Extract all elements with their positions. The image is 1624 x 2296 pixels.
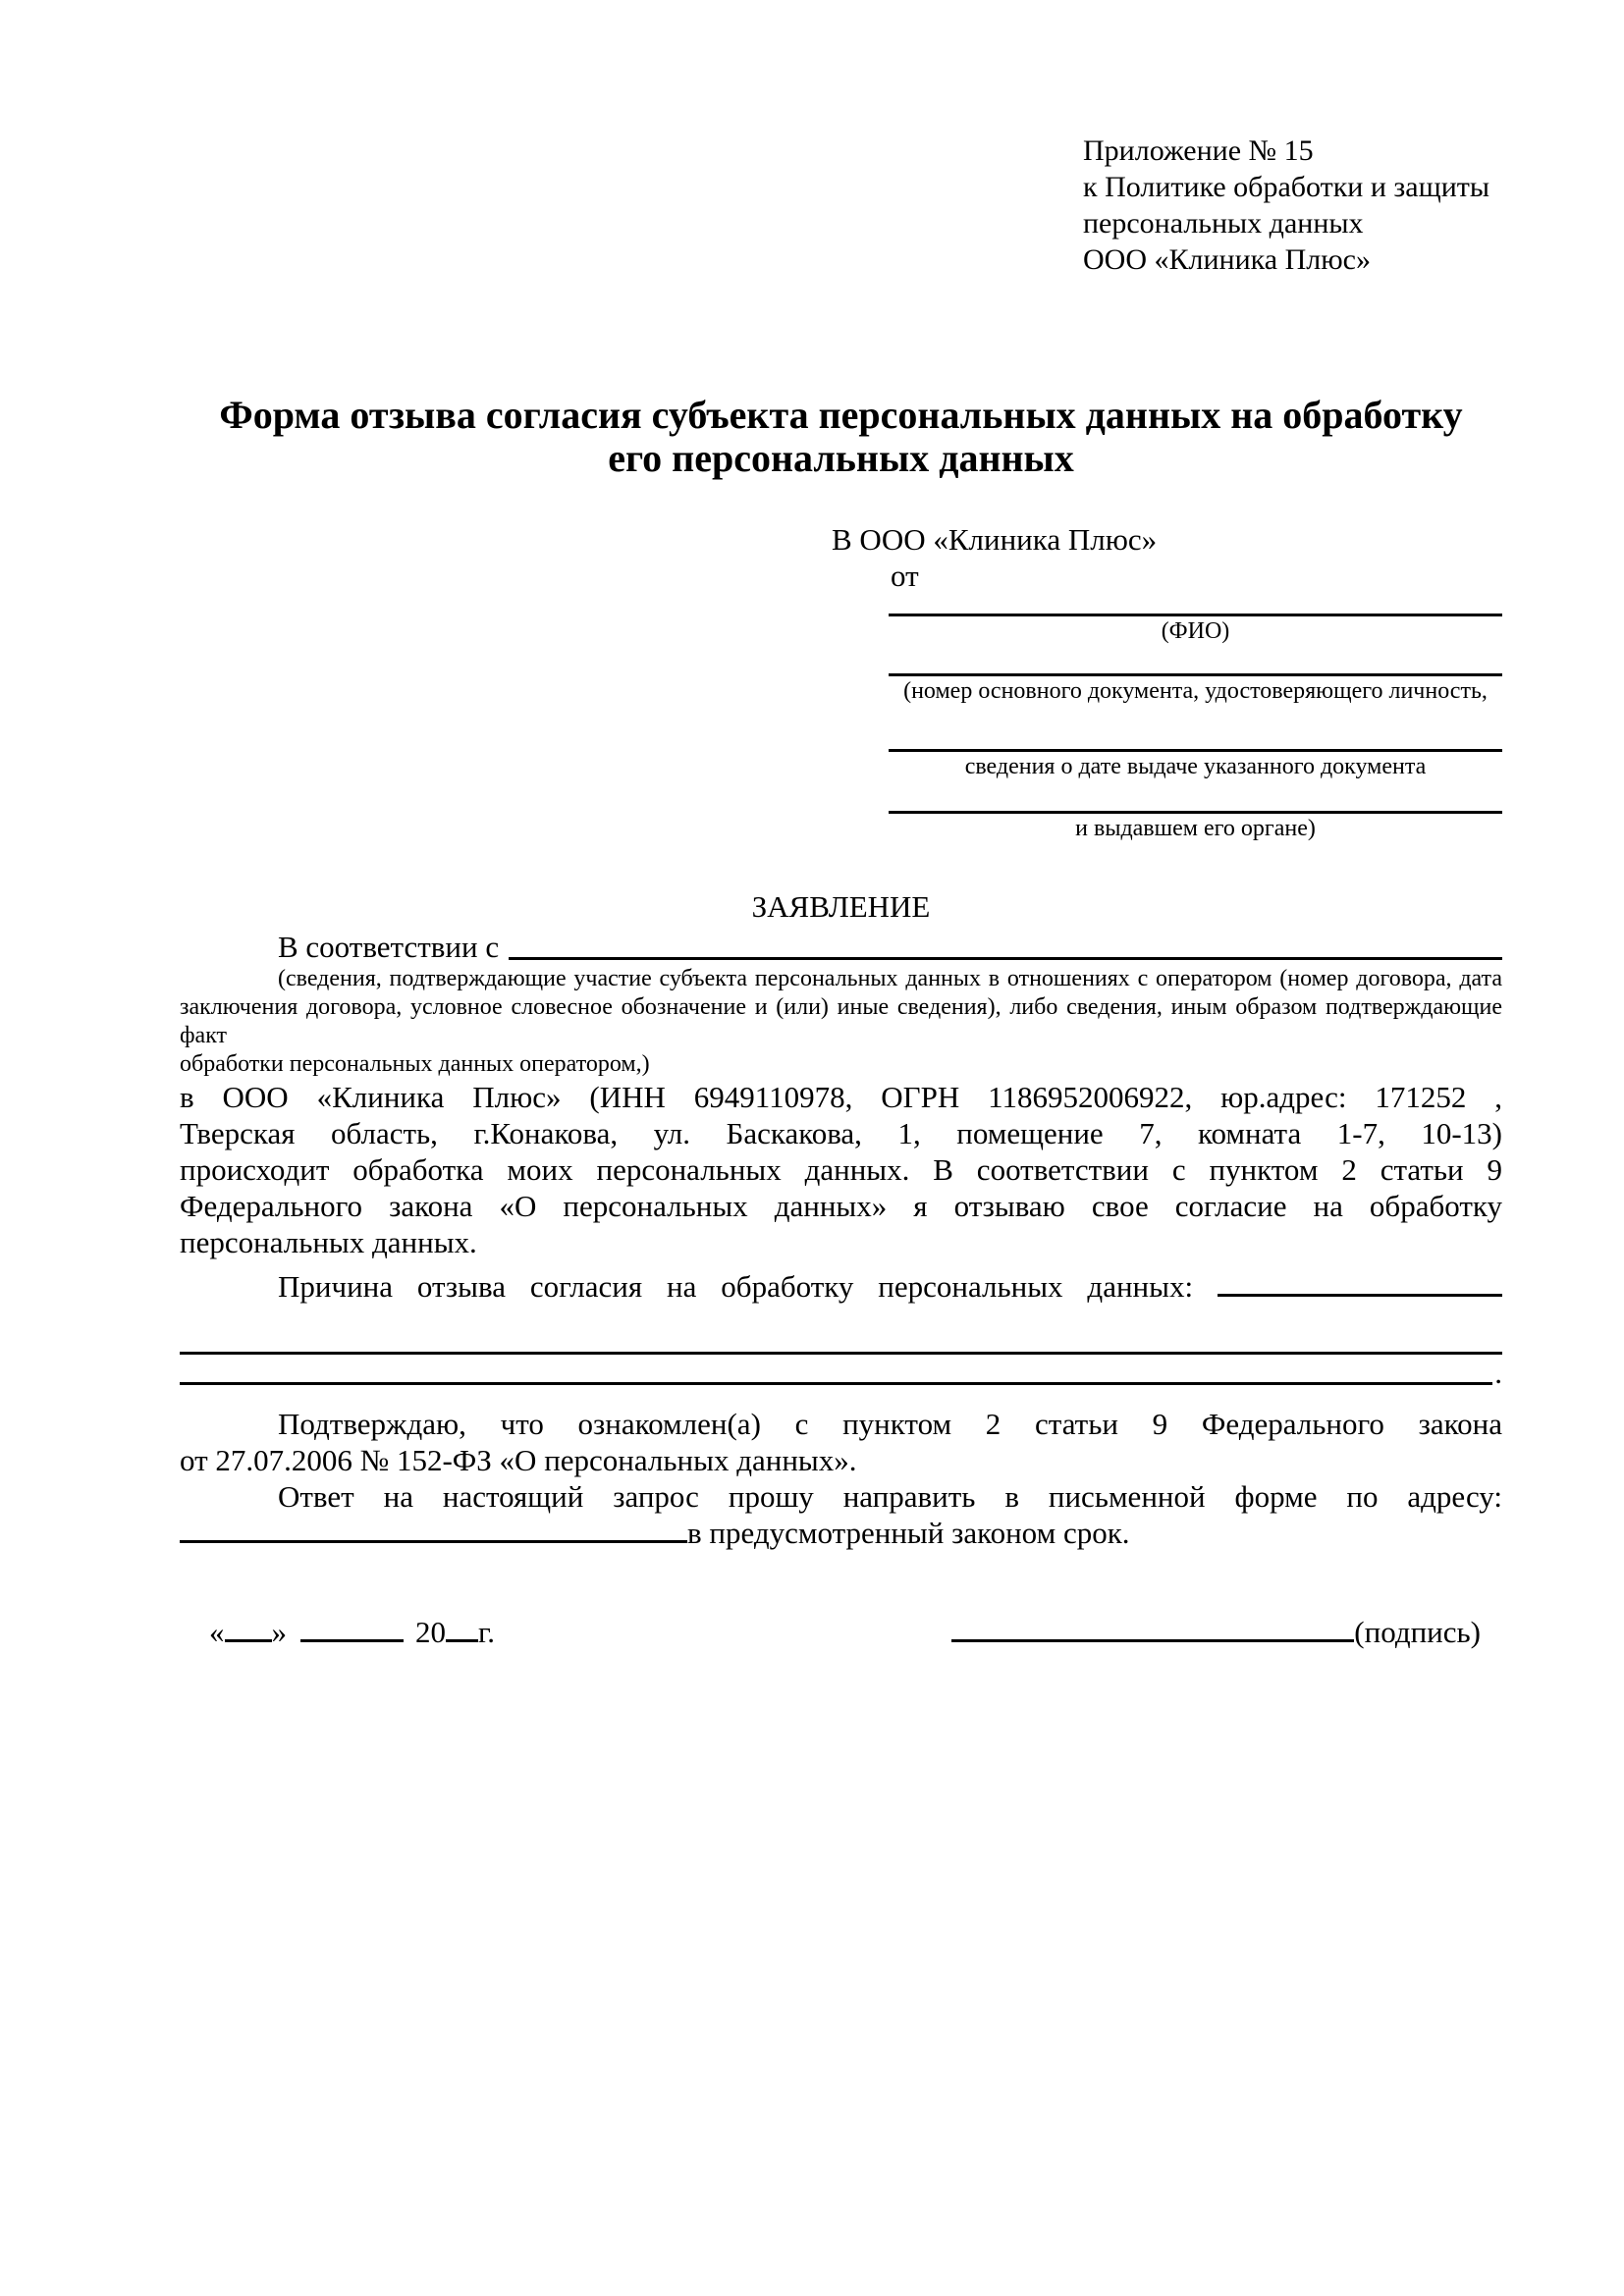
footnote-paragraph <box>180 965 1502 1079</box>
document-title <box>180 394 1502 480</box>
issuing-authority-caption: и выдавшем его органе) <box>1075 816 1316 841</box>
year-suffix: г. <box>478 1615 495 1649</box>
fio-field <box>889 614 1502 646</box>
appendix-line: персональных данных <box>1083 207 1364 240</box>
date-quote-close: » <box>271 1615 287 1649</box>
signature-caption: (подпись) <box>1354 1615 1481 1649</box>
intro-blank-line <box>509 929 1502 960</box>
title-line: Форма отзыва согласия субъекта персональных данных на обработку <box>219 393 1463 437</box>
addressee-fields <box>889 614 1502 843</box>
appendix-line: к Политике обработки и защиты <box>1083 171 1490 203</box>
issue-date-field <box>889 749 1502 781</box>
reason-terminator: . <box>1494 1356 1502 1390</box>
day-blank-line <box>225 1638 272 1642</box>
addressee-block <box>180 521 1502 843</box>
statement-body <box>180 1079 1502 1260</box>
intro-prefix: В соответствии с <box>278 930 500 964</box>
body-line: Федерального закона «О персональных данных» я отзываю свое согласие на обработку <box>180 1189 1502 1223</box>
footnote-line: обработки персональных данных оператором,) <box>180 1051 650 1077</box>
signature-row <box>180 1614 1502 1650</box>
reason-continuation-line-2 <box>180 1355 1502 1391</box>
reason-blank-line <box>1218 1293 1502 1297</box>
year-blank-line <box>446 1638 478 1642</box>
confirm-paragraph <box>180 1406 1502 1478</box>
issue-date-caption: сведения о дате выдаче указанного документа <box>964 754 1427 779</box>
statement-heading: ЗАЯВЛЕНИЕ <box>751 889 931 924</box>
reply-line: Ответ на настоящий запрос прошу направить в письменной форме по адресу: <box>278 1479 1502 1514</box>
title-line: его персональных данных <box>608 436 1074 480</box>
issuing-authority-field <box>889 811 1502 843</box>
confirm-line: Подтверждаю, что ознакомлен(а) с пунктом 2 статьи 9 Федерального закона <box>278 1407 1502 1441</box>
appendix-line: ООО «Клиника Плюс» <box>1083 243 1371 276</box>
addressee-to: В ООО «Клиника Плюс» <box>832 522 1158 557</box>
date-quote-open: « <box>209 1615 225 1649</box>
reason-blank-line-2 <box>180 1355 1492 1385</box>
body-line: происходит обработка моих персональных данных. В соответствии с пунктом 2 статьи 9 <box>180 1152 1502 1187</box>
intro-row <box>180 929 1502 965</box>
addressee-from-label: от <box>891 559 919 593</box>
month-blank-line <box>300 1638 404 1642</box>
reply-suffix: в предусмотренный законом срок. <box>687 1516 1130 1550</box>
date-group <box>209 1614 495 1650</box>
reply-address-row <box>180 1515 1502 1551</box>
fio-caption: (ФИО) <box>1161 618 1230 644</box>
signature-group <box>951 1614 1481 1650</box>
confirm-line: от 27.07.2006 № 152-ФЗ «О персональных данных». <box>180 1443 857 1477</box>
body-line: Тверская область, г.Конакова, ул. Баскакова, 1, помещение 7, комната 1-7, 10-13) <box>180 1116 1502 1150</box>
body-line: в ООО «Клиника Плюс» (ИНН 6949110978, ОГРН 1186952006922, юр.адрес: 171252 , <box>180 1080 1502 1114</box>
appendix-block <box>1083 133 1502 278</box>
reason-row <box>180 1268 1502 1305</box>
signature-blank-line <box>951 1638 1354 1642</box>
id-doc-caption: (номер основного документа, удостоверяющего личность, <box>903 678 1488 704</box>
reason-label: Причина отзыва согласия на обработку персональных данных: <box>278 1269 1194 1304</box>
body-line: персональных данных. <box>180 1225 477 1259</box>
id-doc-field <box>889 673 1502 706</box>
year-text: 20 <box>415 1615 446 1649</box>
footnote-line: заключения договора, условное словесное обозначение и (или) иные сведения), либо сведения, иным образом подтверждающие факт <box>180 994 1502 1048</box>
appendix-line: Приложение № 15 <box>1083 134 1314 167</box>
footnote-line: (сведения, подтверждающие участие субъекта персональных данных в отношениях с оператором (номер договора, дата <box>278 966 1502 991</box>
address-blank-line <box>180 1539 687 1543</box>
